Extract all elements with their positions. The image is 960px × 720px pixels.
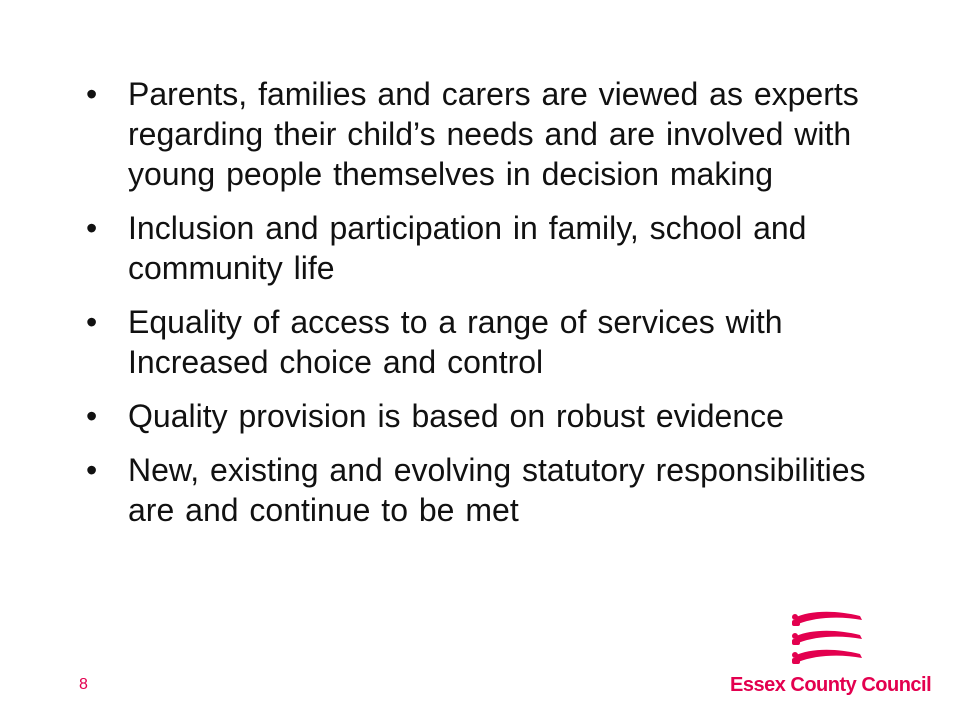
bullet-marker: • [86, 398, 98, 434]
bullet-list [86, 74, 886, 544]
bullet-item [86, 74, 886, 194]
bullet-marker: • [86, 304, 98, 340]
bullet-text: New, existing and evolving statutory responsibilities are and continue to be met [128, 452, 866, 528]
logo-text: Essex County Council [730, 674, 932, 696]
bullet-text: Equality of access to a range of services with Increased choice and control [128, 304, 783, 380]
bullet-text: Quality provision is based on robust evidence [128, 398, 784, 434]
bullet-text: Inclusion and participation in family, school and community life [128, 210, 807, 286]
seaxes-icon [790, 608, 866, 670]
page-number: 8 [79, 676, 88, 693]
bullet-marker: • [86, 76, 98, 112]
bullet-item [86, 208, 886, 288]
bullet-marker: • [86, 210, 98, 246]
bullet-item [86, 396, 886, 436]
bullet-item [86, 302, 886, 382]
bullet-marker: • [86, 452, 98, 488]
bullet-item [86, 450, 886, 530]
bullet-text: Parents, families and carers are viewed as experts regarding their child’s needs and are involved with young people themselves in decision making [128, 76, 859, 192]
essex-county-council-logo [730, 608, 930, 698]
